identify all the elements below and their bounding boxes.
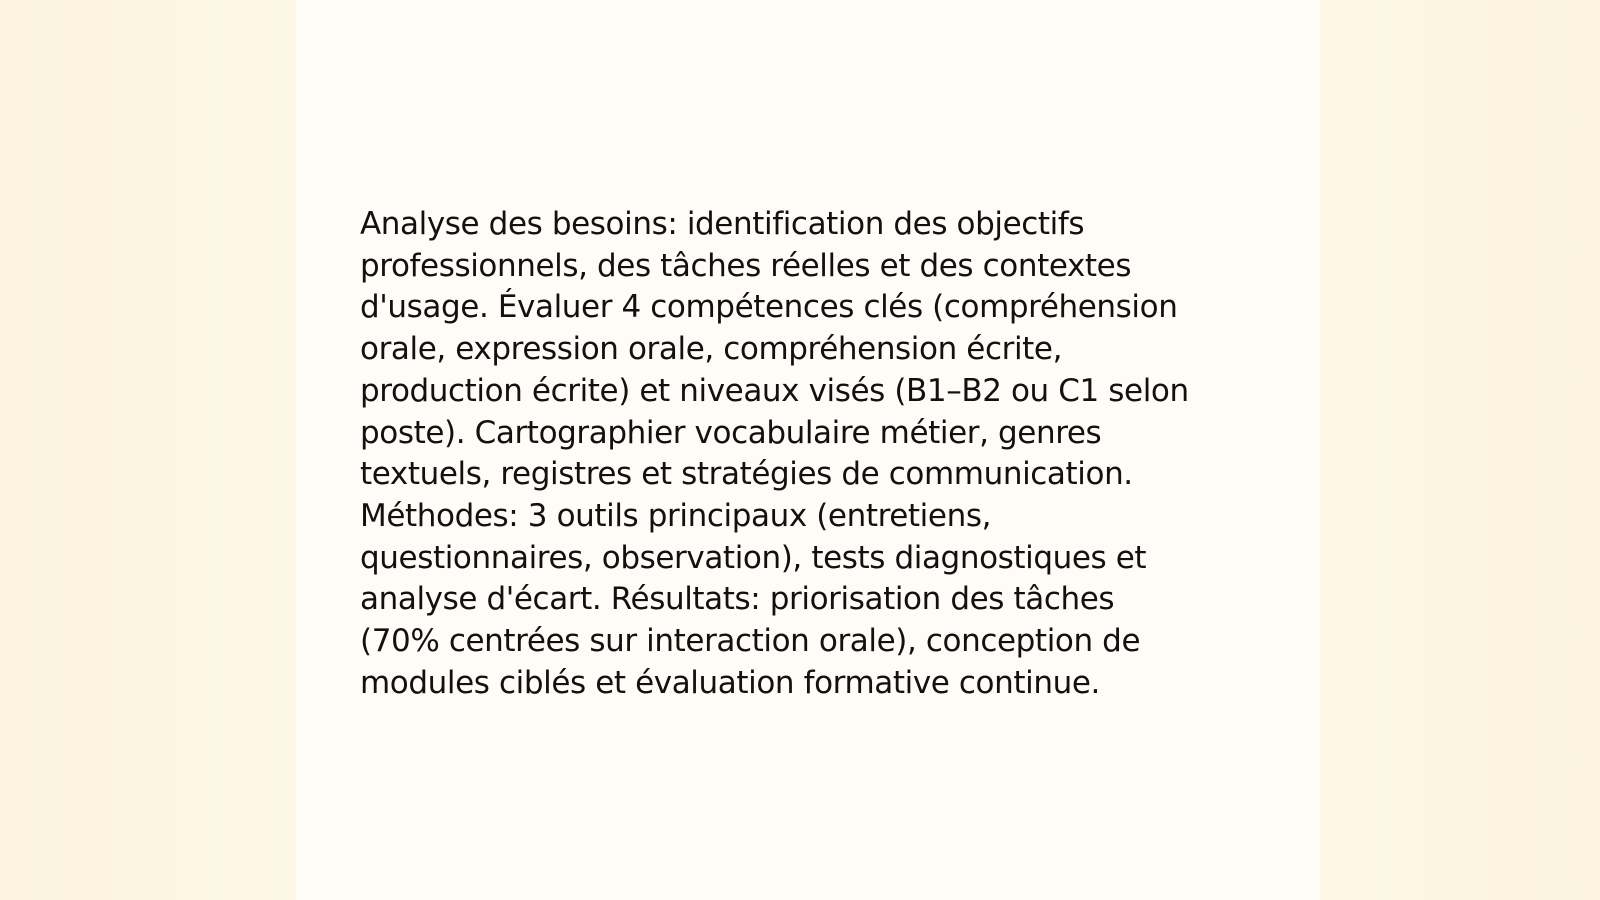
document-page [296, 0, 1320, 900]
body-paragraph: Analyse des besoins: identification des objectifs professionnels, des tâches réelles et des contextes d'usage. Évaluer 4 compétences clés (compréhension orale, expression orale, compréhension écrite, production écrite) et niveaux visés (B1–B2 ou C1 selon poste). Cartographier vocabulaire métier, genres textuels, registres et stratégies de communication. Méthodes: 3 outils principaux (entretiens, questionnaires, observation), tests diagnostiques et analyse d'écart. Résultats: priorisation des tâches (70% centrées sur interaction orale), conception de modules ciblés et évaluation formative continue. [360, 206, 1189, 701]
